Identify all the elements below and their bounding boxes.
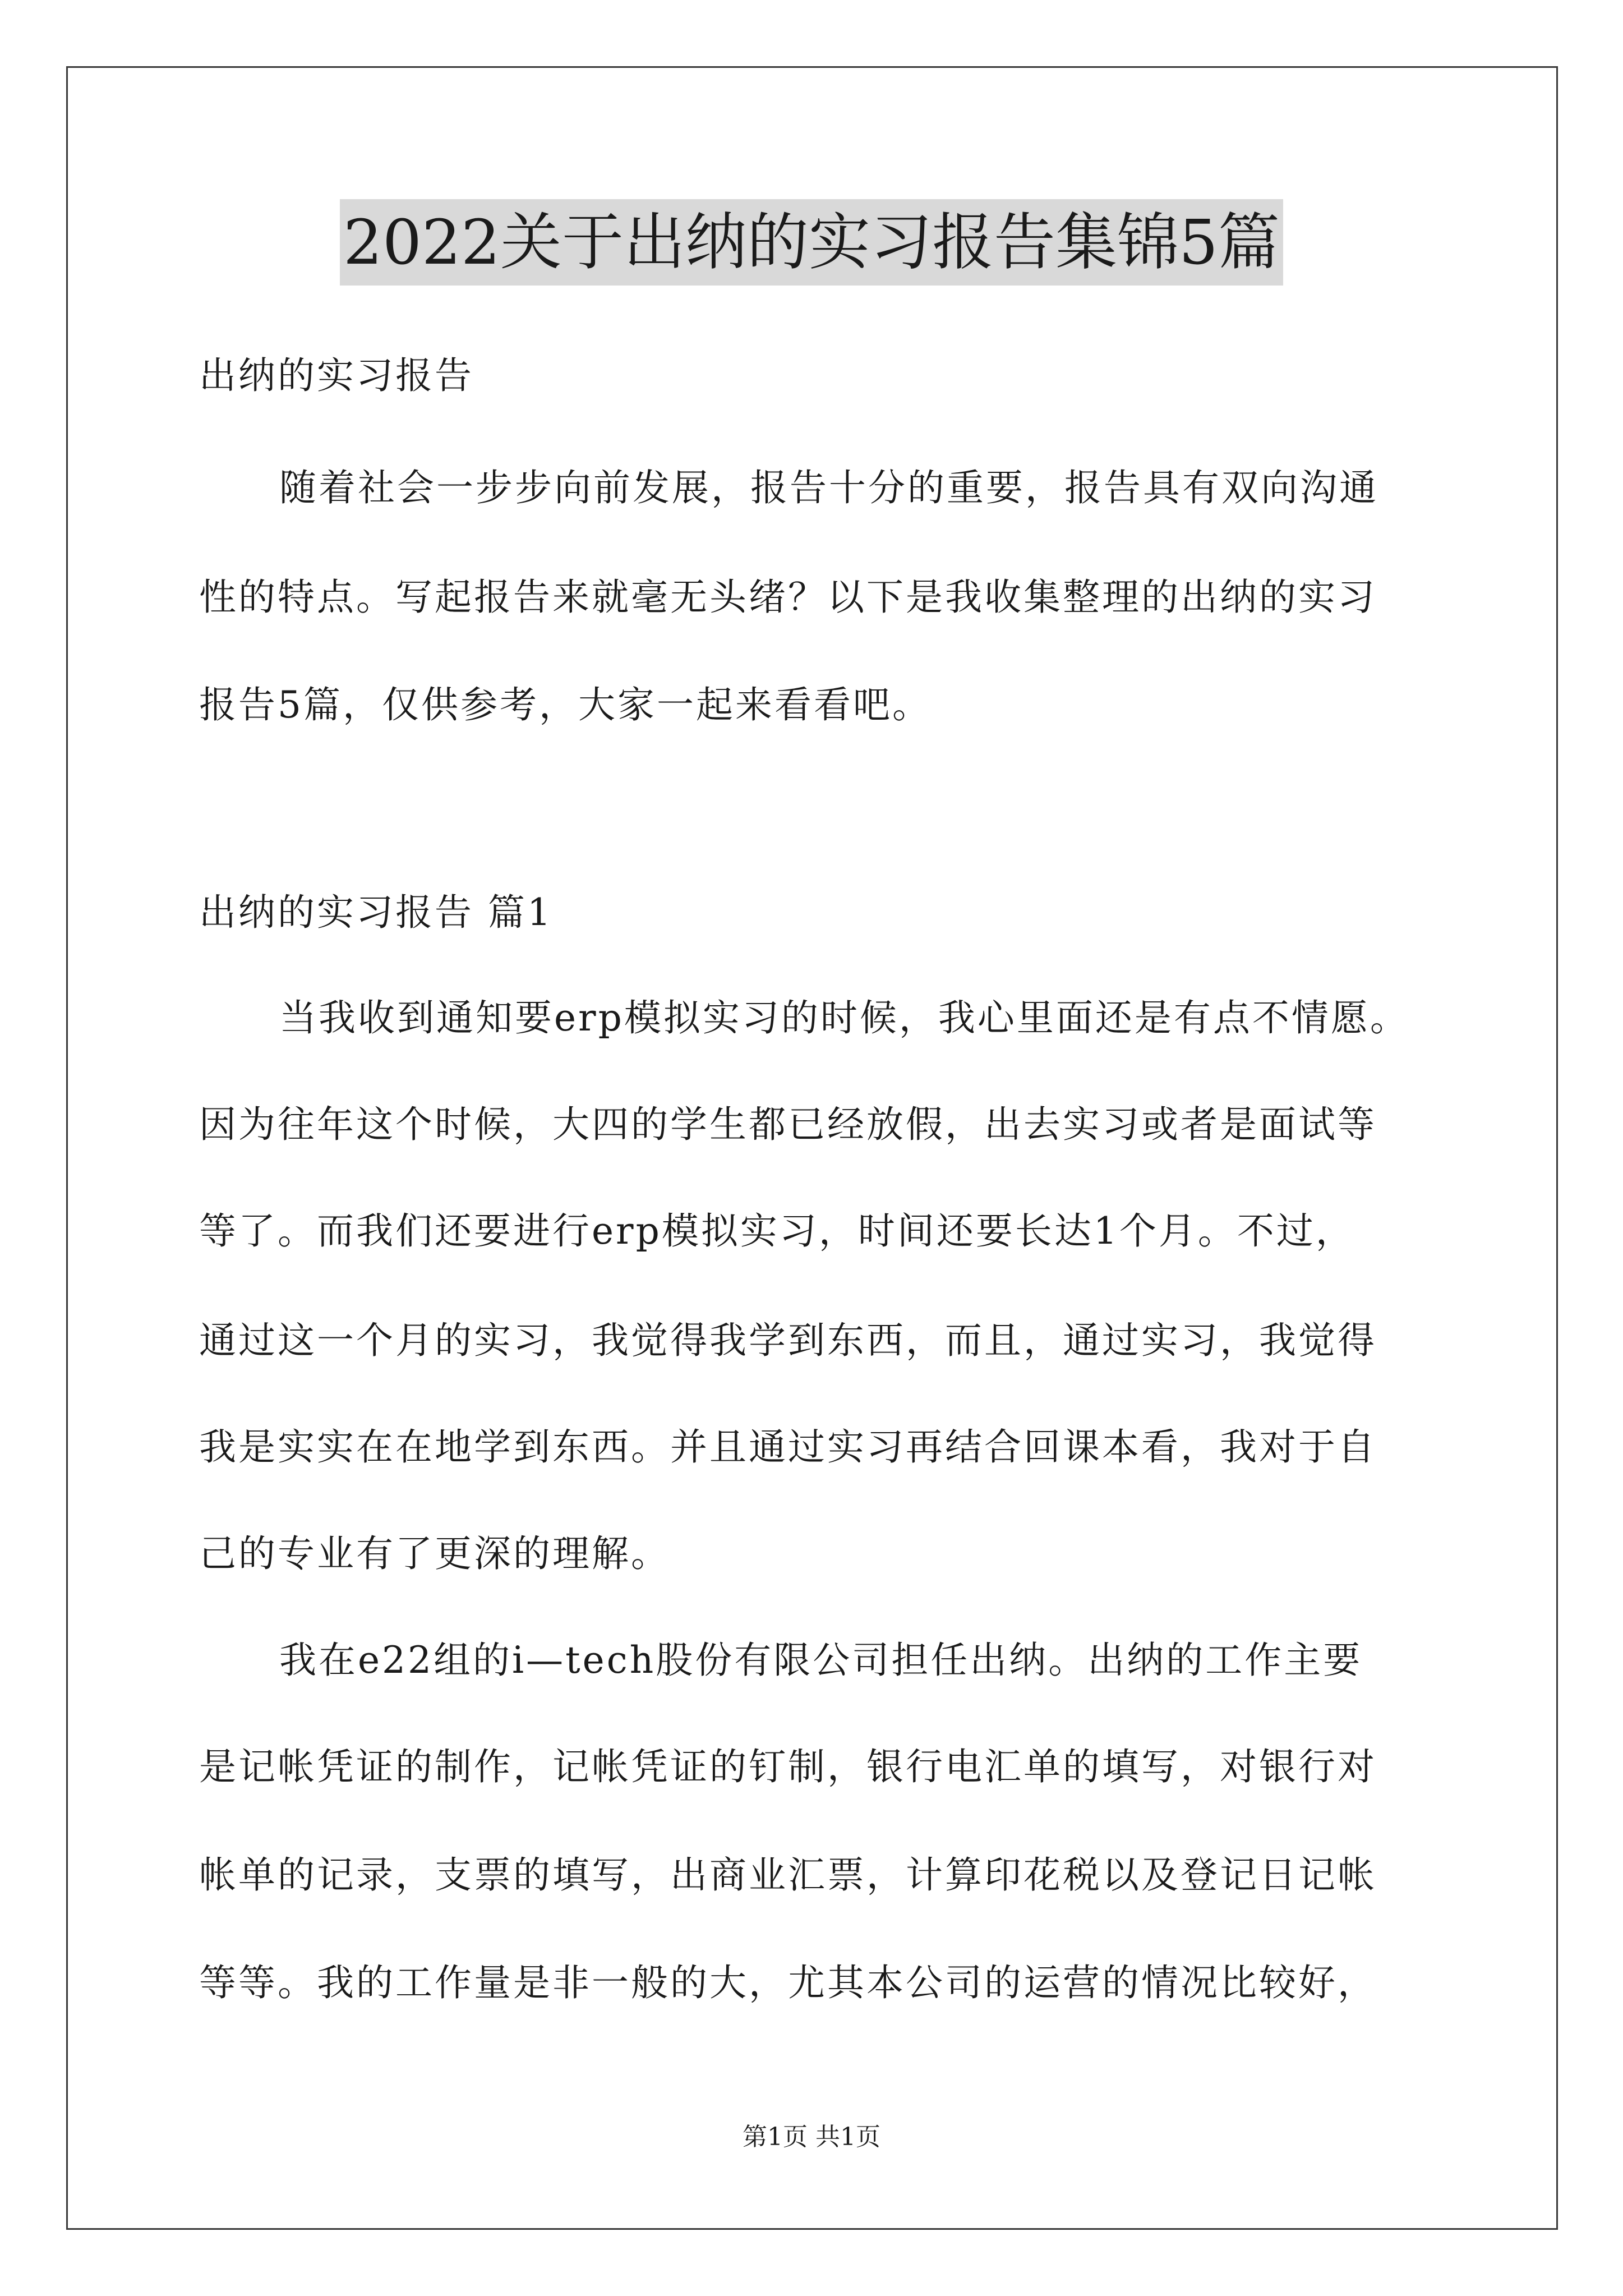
- paragraph-line: 己的专业有了更深的理解。: [199, 1532, 670, 1575]
- page-footer: 第1页 共1页: [743, 2123, 880, 2151]
- paragraph-line: 性的特点。写起报告来就毫无头绪？以下是我收集整理的出纳的实习: [199, 576, 1377, 619]
- section-heading-intro: 出纳的实习报告: [199, 354, 474, 397]
- paragraph-line: 帐单的记录，支票的填写，出商业汇票，计算印花税以及登记日记帐: [199, 1853, 1377, 1897]
- title-container: [0, 199, 1623, 286]
- paragraph-line: 当我收到通知要erp模拟实习的时候，我心里面还是有点不情愿。: [279, 996, 1409, 1039]
- paragraph-line: 是记帐凭证的制作，记帐凭证的钉制，银行电汇单的填写，对银行对: [199, 1745, 1377, 1788]
- paragraph-line: 我是实实在在地学到东西。并且通过实习再结合回课本看，我对于自: [199, 1425, 1377, 1469]
- paragraph-line: 随着社会一步步向前发展，报告十分的重要，报告具有双向沟通: [279, 466, 1378, 509]
- paragraph-line: 等了。而我们还要进行erp模拟实习，时间还要长达1个月。不过，: [199, 1209, 1355, 1253]
- paragraph-line: 我在e22组的i—tech股份有限公司担任出纳。出纳的工作主要: [279, 1639, 1363, 1682]
- paragraph-line: 等等。我的工作量是非一般的大，尤其本公司的运营的情况比较好，: [199, 1961, 1377, 2004]
- paragraph-line: 因为往年这个时候，大四的学生都已经放假，出去实习或者是面试等: [199, 1103, 1377, 1146]
- paragraph-line: 通过这一个月的实习，我觉得我学到东西，而且，通过实习，我觉得: [199, 1319, 1377, 1362]
- section-heading-part1: 出纳的实习报告 篇1: [199, 891, 553, 934]
- document-title: 2022关于出纳的实习报告集锦5篇: [340, 199, 1283, 286]
- paragraph-line: 报告5篇，仅供参考，大家一起来看看吧。: [199, 683, 932, 726]
